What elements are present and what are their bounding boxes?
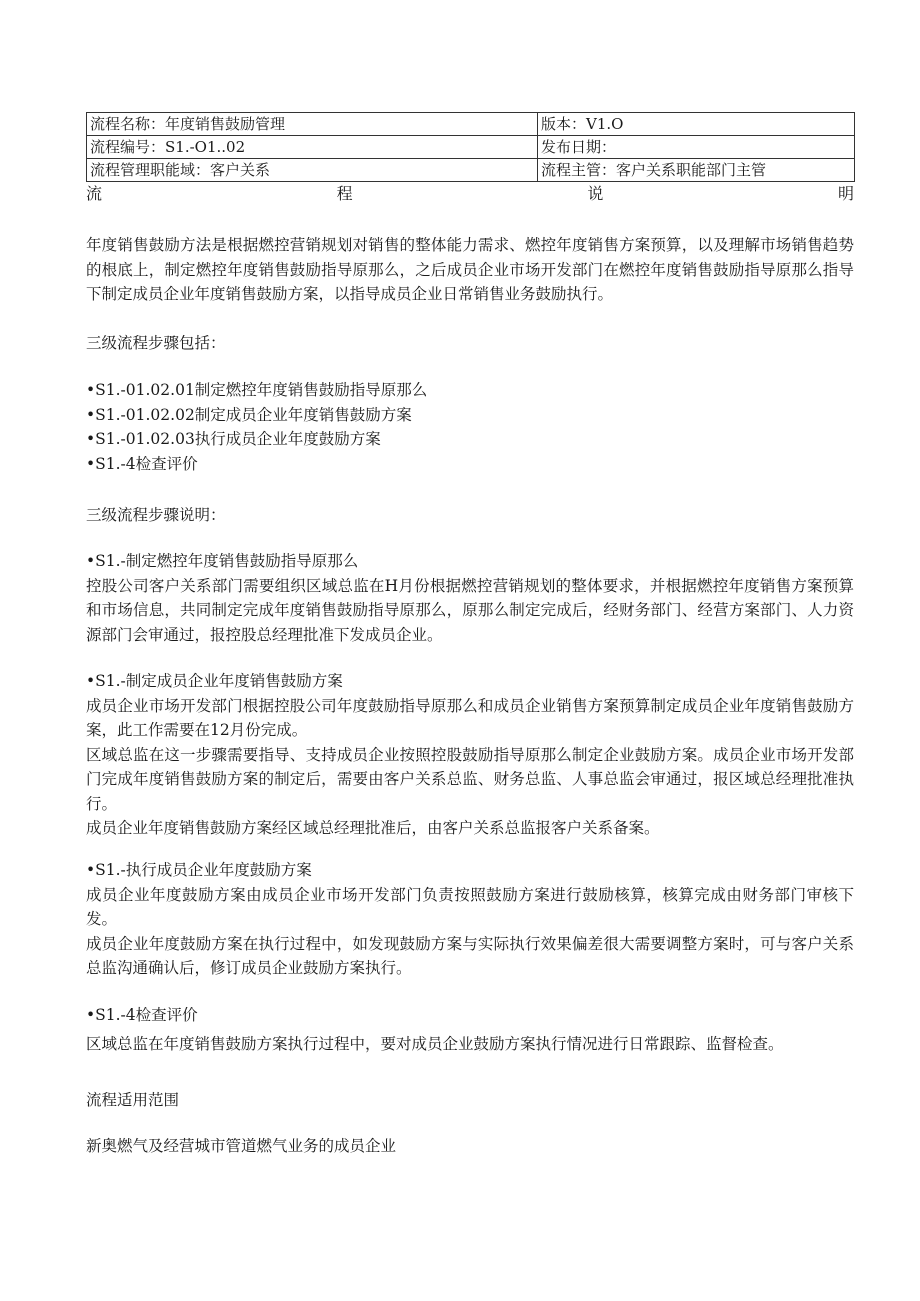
step-item: •S1.-01.02.02制定成员企业年度销售鼓励方案 [86, 405, 412, 424]
explain-heading-block [86, 503, 854, 528]
section-title: •S1.-制定燃控年度销售鼓励指导原那么 [86, 552, 359, 570]
section-paragraph: 成员企业年度销售鼓励方案经区域总经理批准后，由客户关系总监报客户关系备案。 [86, 819, 660, 837]
section-2 [86, 669, 854, 841]
section-paragraph: 区域总监在这一步骤需要指导、支持成员企业按照控股鼓励指导原那么制定企业鼓励方案。成员企业市场开发部门完成年度销售鼓励方案的制定后，需要由客户关系总监、财务总监、人事总监会审通过，报区域总经理批准执行。 [86, 745, 854, 813]
scope-body-block [86, 1134, 854, 1159]
process-owner-cell: 流程主管：客户关系职能部门主管 [538, 159, 855, 182]
section-4 [86, 1003, 854, 1056]
management-domain-cell: 流程管理职能域：客户关系 [87, 159, 538, 182]
section-paragraph: 成员企业年度鼓励方案由成员企业市场开发部门负责按照鼓励方案进行鼓励核算，核算完成由财务部门审核下发。 [86, 885, 854, 928]
process-meta-table [86, 112, 855, 182]
section-header-char: 程 [336, 184, 353, 203]
scope-heading: 流程适用范围 [86, 1091, 180, 1109]
meta-row [87, 113, 855, 136]
section-header-char: 明 [837, 184, 854, 203]
section-title: •S1.-4检查评价 [86, 1006, 198, 1024]
meta-row [87, 136, 855, 159]
section-title: •S1.-执行成员企业年度鼓励方案 [86, 861, 312, 879]
section-header-char: 说 [587, 184, 604, 203]
section-paragraph: 控股公司客户关系部门需要组织区域总监在H月份根据燃控营销规划的整体要求，并根据燃控年度销售方案预算和市场信息，共同制定完成年度销售鼓励指导原那么，原那么制定完成后，经财务部门、经营方案部门、人力资源部门会审通过，报控股总经理批准下发成员企业。 [86, 576, 854, 644]
document-header [86, 112, 854, 206]
steps-heading: 三级流程步骤包括： [86, 334, 226, 352]
explain-heading: 三级流程步骤说明： [86, 506, 226, 524]
steps-list [86, 378, 854, 476]
section-paragraph: 区域总监在年度销售鼓励方案执行过程中，要对成员企业鼓励方案执行情况进行日常跟踪、监督检查。 [86, 1034, 784, 1053]
step-item: •S1.-01.02.03执行成员企业年度鼓励方案 [86, 430, 381, 448]
scope-paragraph: 新奥燃气及经营城市管道燃气业务的成员企业 [86, 1137, 397, 1155]
section-header-char: 流 [86, 184, 103, 203]
step-item: •S1.-01.02.01制定燃控年度销售鼓励指导原那么 [86, 381, 428, 399]
step-item: •S1.-4检查评价 [86, 454, 198, 473]
intro-block [86, 233, 854, 307]
scope-heading-block [86, 1088, 854, 1113]
section-paragraph: 成员企业市场开发部门根据控股公司年度鼓励指导原那么和成员企业销售方案预算制定成员企业年度销售鼓励方案，此工作需要在12月份完成。 [86, 696, 854, 739]
section-3 [86, 858, 854, 981]
steps-heading-block [86, 331, 854, 356]
intro-paragraph: 年度销售鼓励方法是根据燃控营销规划对销售的整体能力需求、燃控年度销售方案预算，以及理解市场销售趋势的根底上，制定燃控年度销售鼓励指导原那么，之后成员企业市场开发部门在燃控年度销售鼓励指导原那么指导下制定成员企业年度销售鼓励方案，以指导成员企业日常销售业务鼓励执行。 [86, 236, 854, 303]
meta-row [87, 159, 855, 182]
publish-date-cell: 发布日期： [538, 136, 855, 159]
section-1 [86, 549, 854, 647]
section-paragraph: 成员企业年度鼓励方案在执行过程中，如发现鼓励方案与实际执行效果偏差很大需要调整方案时，可与客户关系总监沟通确认后，修订成员企业鼓励方案执行。 [86, 934, 854, 977]
process-name-cell: 流程名称：年度销售鼓励管理 [87, 113, 538, 136]
version-cell: 版本：V1.O [538, 113, 855, 136]
section-header-process-description [86, 182, 854, 206]
section-title: •S1.-制定成员企业年度销售鼓励方案 [86, 672, 343, 690]
process-number-cell: 流程编号：S1.-O1..02 [87, 136, 538, 159]
